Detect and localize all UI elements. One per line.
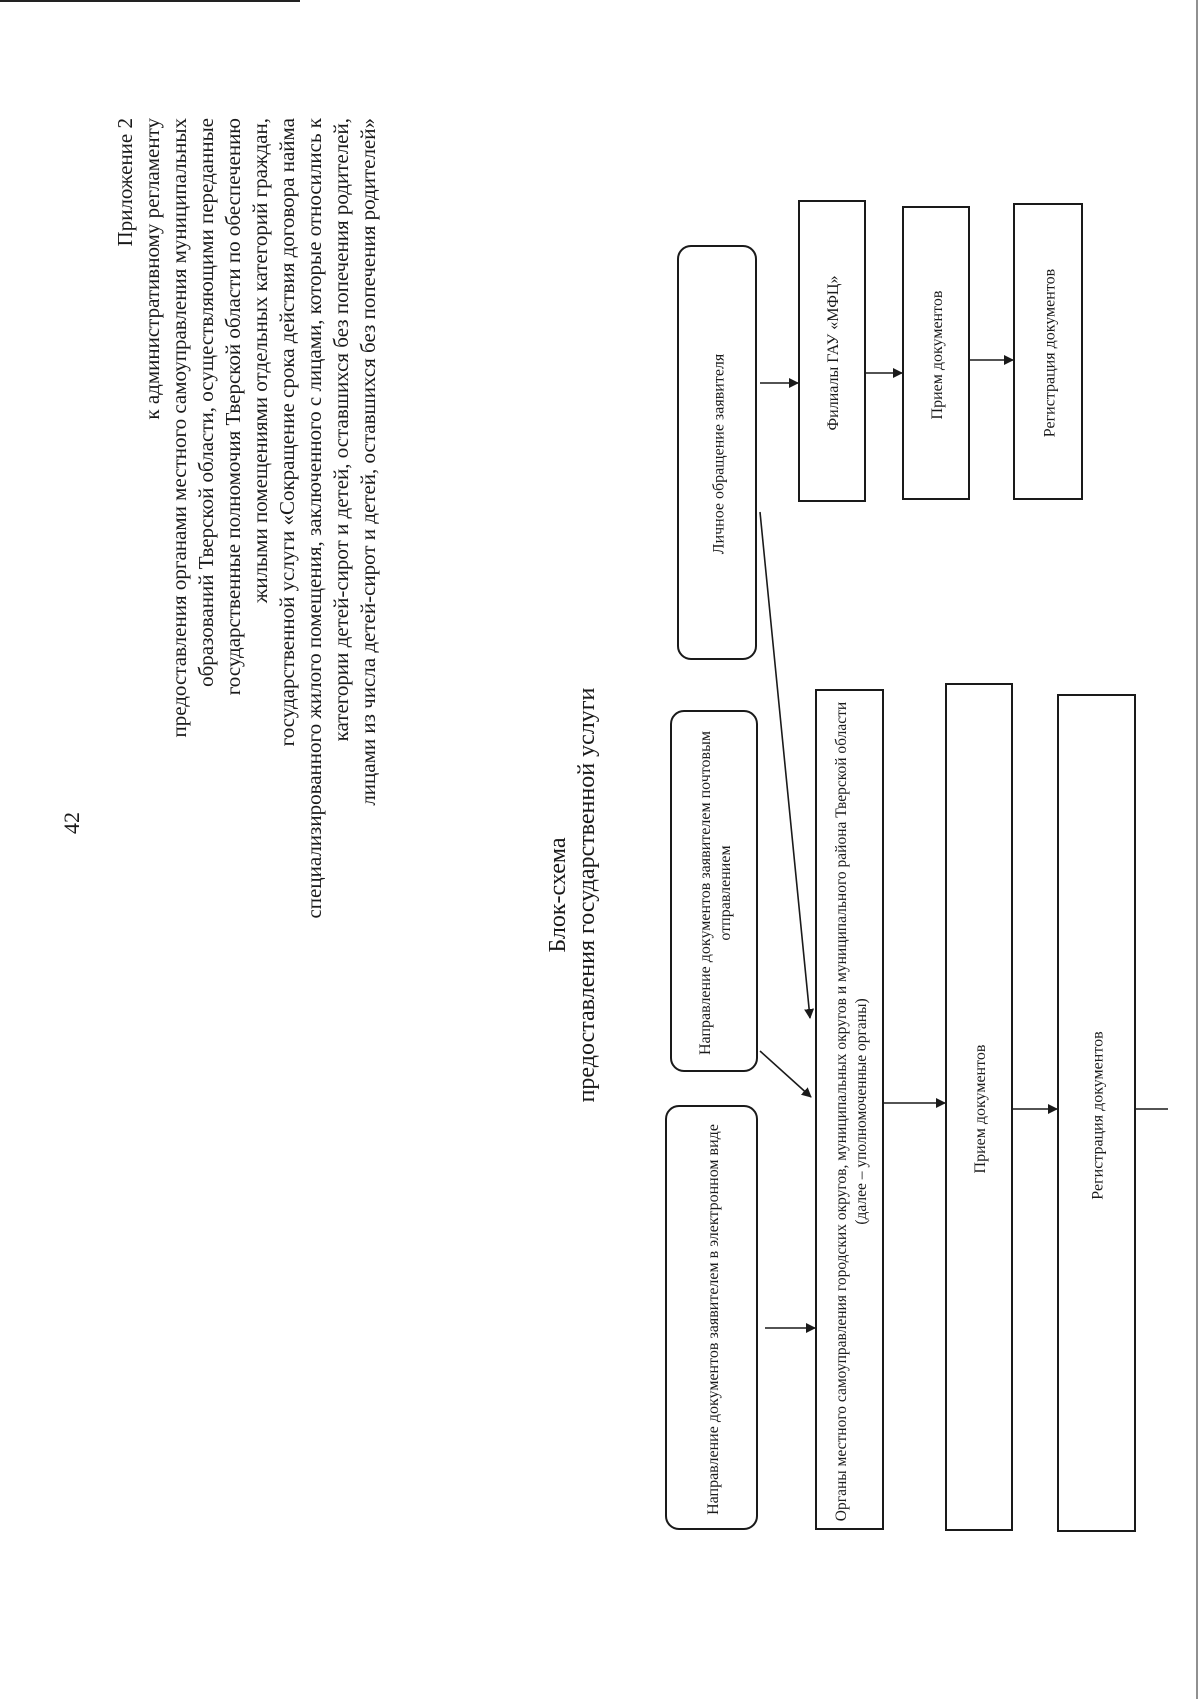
box-personal-visit xyxy=(677,245,757,660)
appendix-line: Приложение 2 xyxy=(113,118,137,247)
box-mfc-branches xyxy=(798,200,866,502)
title-line-2: предоставления государственной услуги xyxy=(574,687,600,1103)
page-number: 42 xyxy=(59,812,84,834)
box-register-mfc-label: Регистрация документов xyxy=(1041,268,1059,438)
box-electronic-label: Направление документов заявителем в электронном виде xyxy=(704,1124,722,1515)
appendix-line: специализированного жилого помещения, заключенного с лицами, которые относились к xyxy=(302,118,326,919)
box-authorities-label: Органы местного самоуправления городских округов, муниципальных округов и муниципального района Тверской области (далее – уполномоченные органы) xyxy=(832,701,870,1522)
box-receive-mfc-label: Прием документов xyxy=(929,290,946,420)
box-receive-label: Прием документов xyxy=(972,1044,989,1174)
appendix-line: образований Тверской области, осуществляющими переданные xyxy=(194,118,218,687)
box-receive-docs-mfc xyxy=(902,206,970,500)
box-personal-label: Личное обращение заявителя xyxy=(710,353,728,555)
box-register-docs-mfc xyxy=(1013,203,1083,500)
arrow-personal-to-authorities xyxy=(760,512,810,1018)
appendix-line: к административному регламенту xyxy=(140,118,164,420)
appendix-line: государственной услуги «Сокращение срока действия договора найма xyxy=(275,118,299,747)
appendix-line: категории детей-сирот и детей, оставшихся без попечения родителей, xyxy=(329,118,353,742)
box-receive-docs xyxy=(945,683,1013,1531)
box-postal-label: Направление документов заявителем почтовым отправлением xyxy=(697,731,734,1055)
box-authorities xyxy=(815,689,884,1530)
arrow-postal-to-authorities xyxy=(760,1051,811,1097)
appendix-line: лицами из числа детей-сирот и детей, оставшихся без попечения родителей» xyxy=(356,118,380,806)
scan-edge-top xyxy=(0,0,300,2)
box-mfc-label: Филиалы ГАУ «МФЦ» xyxy=(825,275,842,431)
appendix-line: предоставления органами местного самоуправления муниципальных xyxy=(167,118,191,738)
box-electronic-submission xyxy=(665,1105,758,1530)
box-postal-submission xyxy=(670,710,758,1072)
box-register-label: Регистрация документов xyxy=(1089,1031,1106,1200)
box-register-docs xyxy=(1057,694,1136,1532)
appendix-line: государственные полномочия Тверской области по обеспечению xyxy=(221,118,245,696)
title-line-1: Блок-схема xyxy=(545,837,571,953)
appendix-line: жилыми помещениями отдельных категорий граждан, xyxy=(248,118,272,604)
scan-edge-right xyxy=(1196,0,1198,1699)
